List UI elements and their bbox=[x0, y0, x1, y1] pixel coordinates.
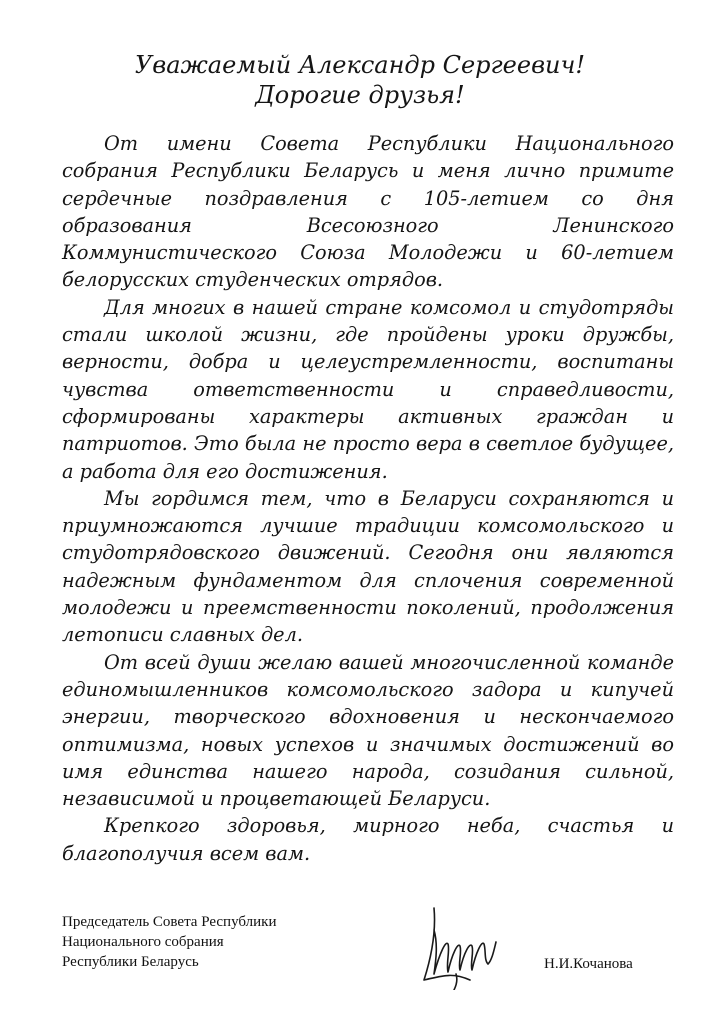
paragraph-3: Мы гордимся тем, что в Беларуси сохраняются и приумножаются лучшие традиции комсомольского и студотрядовского движений. Сегодня они являются надежным фундаментом для сплочения современной молодежи и преемственности поколений, продолжения летописи славных дел. bbox=[62, 486, 674, 647]
paragraph-5: Крепкого здоровья, мирного неба, счастья и благополучия всем вам. bbox=[62, 814, 674, 865]
signatory-title-line-3: Республики Беларусь bbox=[62, 954, 199, 970]
letter-body bbox=[62, 130, 674, 867]
salutation bbox=[60, 50, 660, 110]
signer-name: Н.И.Кочанова bbox=[544, 956, 633, 972]
signatory-title bbox=[62, 912, 276, 972]
handwritten-signature bbox=[412, 900, 504, 990]
signatory-title-line-1: Председатель Совета Республики bbox=[62, 914, 277, 930]
paragraph-4: От всей души желаю вашей многочисленной команде единомышленников комсомольского задора и кипучей энергии, творческого вдохновения и нескончаемого оптимизма, новых успехов и значимых достижений во имя единства нашего народа, созидания сильной, независимой и процветающей Беларуси. bbox=[62, 650, 674, 811]
paragraph-2: Для многих в нашей стране комсомол и студотряды стали школой жизни, где пройдены уроки дружбы, верности, добра и целеустремленности, воспитаны чувства ответственности и справедливости, сформированы характеры активных граждан и патриотов. Это была не просто вера в светлое будущее, а работа для его достижения. bbox=[62, 295, 674, 483]
salutation-line-2: Дорогие друзья! bbox=[255, 81, 465, 109]
signatory-title-line-2: Национального собрания bbox=[62, 934, 224, 950]
salutation-line-1: Уважаемый Александр Сергеевич! bbox=[134, 51, 586, 79]
paragraph-1: От имени Совета Республики Национального собрания Республики Беларусь и меня лично примите сердечные поздравления с 105-летием со дня образования Всесоюзного Ленинского Коммунистического Союза Молодежи и 60-летием белорусских студенческих отрядов. bbox=[62, 132, 674, 292]
